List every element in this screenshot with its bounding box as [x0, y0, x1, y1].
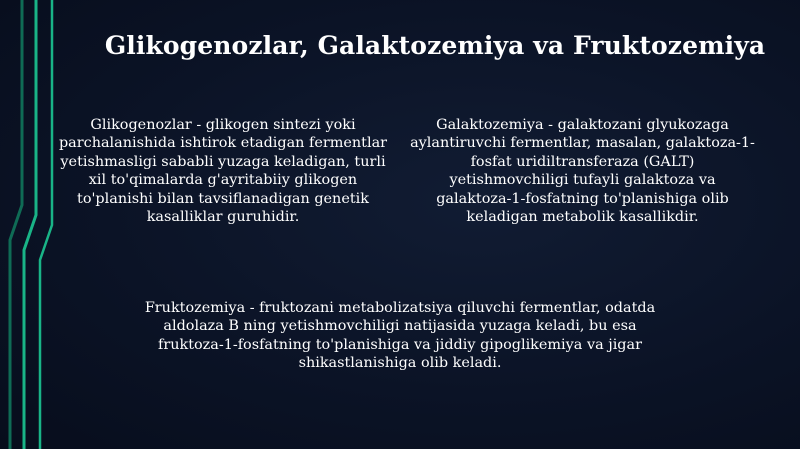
circuit-line-inner — [40, 0, 52, 449]
circuit-line-middle — [24, 0, 36, 449]
fruktozemiya-paragraph: Fruktozemiya - fruktozani metabolizatsiya qiluvchi fermentlar, odatda aldolaza B ning yetishmovchiligi natijasida yuzaga keladi, bu esa fruktoza-1-fosfatning to'planishiga va jiddiy gipoglikemiya va jigar shikastlanishiga olib keladi. — [144, 300, 656, 372]
galaktozemiya-paragraph: Galaktozemiya - galaktozani glyukozaga aylantiruvchi fermentlar, masalan, galaktoza-1-fosfat uridiltransferaza (GALT) yetishmovchiligi tufayli galaktoza va galaktoza-1-fosfatning to'planishiga olib keladigan metabolik kasallikdir. — [410, 117, 755, 226]
glikogenozlar-paragraph: Glikogenozlar - glikogen sintezi yoki parchalanishida ishtirok etadigan fermentlar yetishmasligi sababli yuzaga keladigan, turli xil to'qimalarda g'ayritabiiy glikogen to'planishi bilan tavsiflanadigan genetik kasalliklar guruhidir. — [58, 117, 388, 226]
slide-title: Glikogenozlar, Galaktozemiya va Fruktozemiya — [104, 31, 766, 60]
circuit-line-outer — [10, 0, 22, 449]
